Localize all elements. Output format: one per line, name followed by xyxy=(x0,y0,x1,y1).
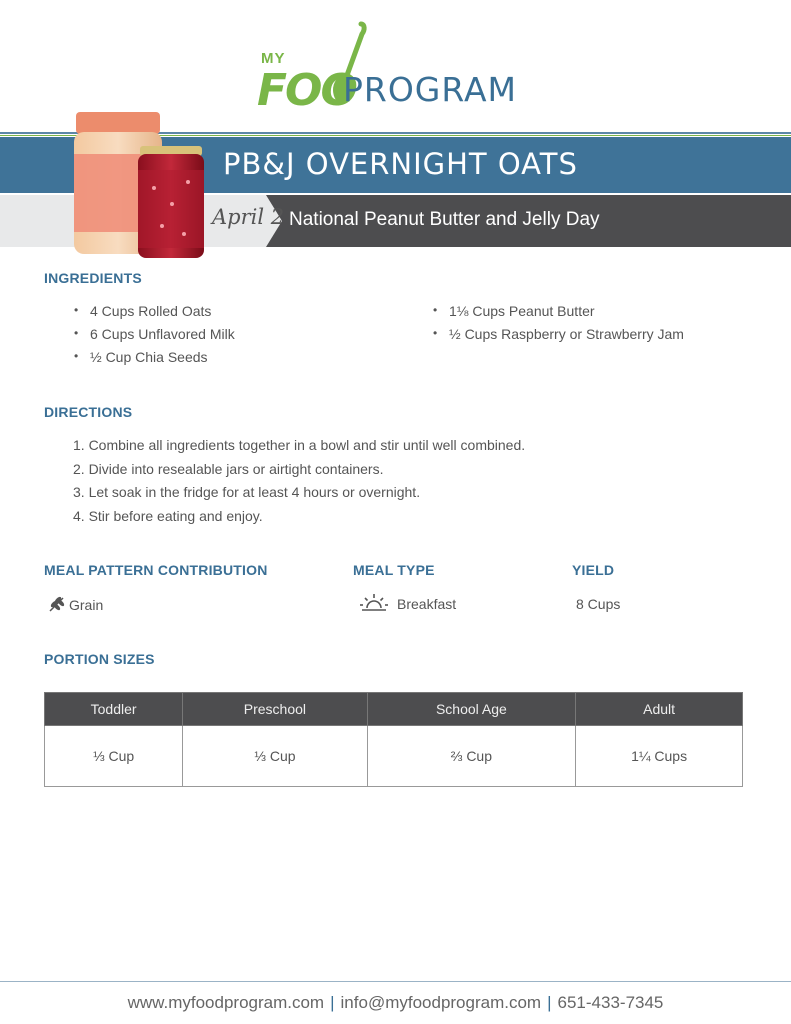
portion-table xyxy=(44,692,743,787)
table-cell: 1¼ Cups xyxy=(576,726,743,787)
direction-step: 4. Stir before eating and enjoy. xyxy=(73,507,263,524)
jars-illustration xyxy=(70,108,210,260)
footer-email[interactable]: info@myfoodprogram.com xyxy=(340,993,542,1012)
list-item: • ½ Cup Chia Seeds xyxy=(74,349,414,372)
holiday-name: National Peanut Butter and Jelly Day xyxy=(289,209,600,230)
ingredients-list-left xyxy=(74,303,414,372)
table-cell: ⅓ Cup xyxy=(183,726,367,787)
directions-heading: DIRECTIONS xyxy=(44,404,133,420)
table-cell: ⅔ Cup xyxy=(367,726,576,787)
direction-step: 3. Let soak in the fridge for at least 4 hours or overnight. xyxy=(73,484,421,500)
logo-foo-text: FOO xyxy=(257,65,356,116)
footer-separator: | xyxy=(547,993,552,1012)
logo xyxy=(255,20,545,116)
list-item: • 6 Cups Unflavored Milk xyxy=(74,326,414,349)
table-row xyxy=(45,726,743,787)
meal-type-value: Breakfast xyxy=(397,596,457,612)
holiday-date: April 2 xyxy=(212,205,285,229)
footer-separator: | xyxy=(330,993,335,1012)
ingredients-heading: INGREDIENTS xyxy=(44,270,142,286)
direction-step: 2. Divide into resealable jars or airtight containers. xyxy=(73,460,384,477)
footer-website[interactable]: www.myfoodprogram.com xyxy=(127,993,325,1012)
footer xyxy=(0,993,791,1013)
table-cell: ⅓ Cup xyxy=(45,726,183,787)
list-item: • ½ Cups Raspberry or Strawberry Jam xyxy=(433,326,753,349)
column-header: School Age xyxy=(367,693,576,726)
footer-divider xyxy=(0,981,791,982)
meal-pattern-value: Grain xyxy=(69,597,104,613)
logo-my-text: MY xyxy=(261,50,286,67)
recipe-title: PB&J OVERNIGHT OATS xyxy=(223,147,578,181)
sunrise-icon xyxy=(360,593,388,613)
column-header: Toddler xyxy=(45,693,183,726)
ingredients-list-right xyxy=(433,303,753,349)
meal-pattern-heading: MEAL PATTERN CONTRIBUTION xyxy=(44,562,268,578)
footer-phone: 651-433-7345 xyxy=(557,993,664,1012)
table-header-row xyxy=(45,693,743,726)
meal-type-heading: MEAL TYPE xyxy=(353,562,435,578)
column-header: Adult xyxy=(576,693,743,726)
yield-heading: YIELD xyxy=(572,562,615,578)
list-item: • 1⅛ Cups Peanut Butter xyxy=(433,303,753,326)
column-header: Preschool xyxy=(183,693,367,726)
direction-step: 1. Combine all ingredients together in a bowl and stir until well combined. xyxy=(73,437,526,453)
portion-heading: PORTION SIZES xyxy=(44,651,155,667)
directions-list xyxy=(73,437,753,531)
yield-value: 8 Cups xyxy=(576,596,621,612)
list-item: • 4 Cups Rolled Oats xyxy=(74,303,414,326)
logo-program-text: PROGRAM xyxy=(343,70,518,109)
wheat-icon xyxy=(48,596,66,612)
